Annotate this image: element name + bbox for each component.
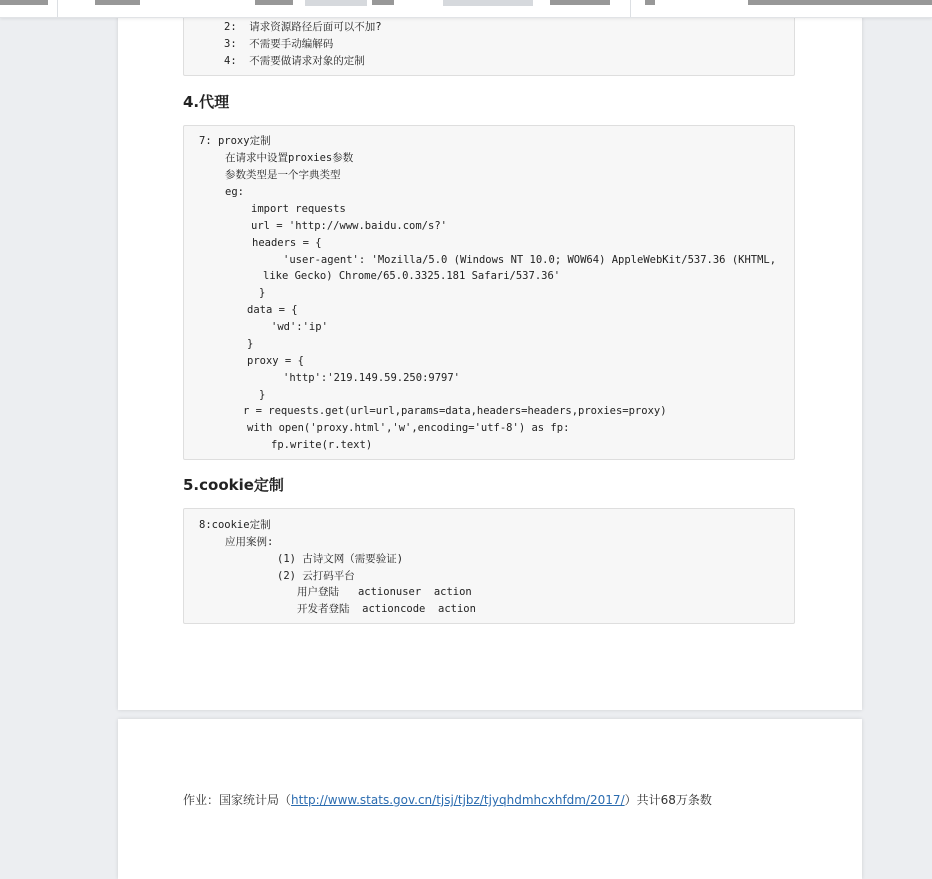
code-line: } <box>259 287 266 299</box>
toolbar-item[interactable] <box>95 0 140 5</box>
toolbar-field[interactable] <box>443 0 533 6</box>
code-line: 'user-agent': 'Mozilla/5.0 (Windows NT 10.0; WOW64) AppleWebKit/537.36 (KHTML, <box>283 254 777 266</box>
toolbar-item[interactable] <box>645 0 655 5</box>
code-line: url = 'http://www.baidu.com/s?' <box>251 220 447 232</box>
code-line: 参数类型是一个字典类型 <box>225 169 341 181</box>
code-line: r = requests.get(url=url,params=data,headers=headers,proxies=proxy) <box>243 405 667 417</box>
code-line: 用户登陆 actionuser action <box>297 586 472 598</box>
code-line: (1) 古诗文网（需要验证) <box>277 553 404 565</box>
toolbar-item[interactable] <box>372 0 394 5</box>
code-line: fp.write(r.text) <box>271 439 373 451</box>
stats-gov-link[interactable]: http://www.stats.gov.cn/tjsj/tjbz/tjyqhdmhcxhfdm/2017/ <box>291 793 625 807</box>
code-line: 开发者登陆 actioncode action <box>297 603 476 615</box>
code-line: 'http':'219.149.59.250:9797' <box>283 372 461 384</box>
code-block-cookie <box>183 508 795 624</box>
code-line: } <box>259 389 266 401</box>
code-block-proxy <box>183 125 795 460</box>
toolbar-item[interactable] <box>550 0 610 5</box>
toolbar-divider <box>630 0 631 17</box>
document-page <box>118 719 862 879</box>
code-line: headers = { <box>252 237 322 249</box>
code-line: import requests <box>251 203 346 215</box>
document-page <box>118 0 862 710</box>
code-line: with open('proxy.html','w',encoding='utf-8') as fp: <box>247 422 570 434</box>
code-line: eg: <box>225 186 244 198</box>
section-heading-proxy: 4.代理 <box>183 93 230 111</box>
toolbar-item[interactable] <box>255 0 293 5</box>
code-line: 应用案例: <box>225 536 274 548</box>
code-line: 3: 不需要手动编解码 <box>224 38 334 50</box>
code-line: like Gecko) Chrome/65.0.3325.181 Safari/537.36' <box>263 270 561 282</box>
toolbar-item[interactable] <box>0 0 48 5</box>
toolbar-item[interactable] <box>748 0 932 5</box>
code-line: 'wd':'ip' <box>271 321 328 333</box>
section-heading-cookie: 5.cookie定制 <box>183 476 284 494</box>
code-line: 2: 请求资源路径后面可以不加? <box>224 21 382 33</box>
homework-prefix: 作业：国家统计局（ <box>183 793 292 807</box>
toolbar-divider <box>57 0 58 17</box>
code-line: 4: 不需要做请求对象的定制 <box>224 55 365 67</box>
code-line: 7: proxy定制 <box>199 135 271 147</box>
viewer-toolbar <box>0 0 932 18</box>
code-line: proxy = { <box>247 355 304 367</box>
code-line: 8:cookie定制 <box>199 519 271 531</box>
code-line: data = { <box>247 304 298 316</box>
toolbar-field[interactable] <box>305 0 367 6</box>
homework-paragraph <box>183 791 712 808</box>
code-line: (2) 云打码平台 <box>277 570 355 582</box>
homework-suffix: ）共计68万条数 <box>624 793 712 807</box>
code-line: 在请求中设置proxies参数 <box>225 152 354 164</box>
code-line: } <box>247 338 254 350</box>
